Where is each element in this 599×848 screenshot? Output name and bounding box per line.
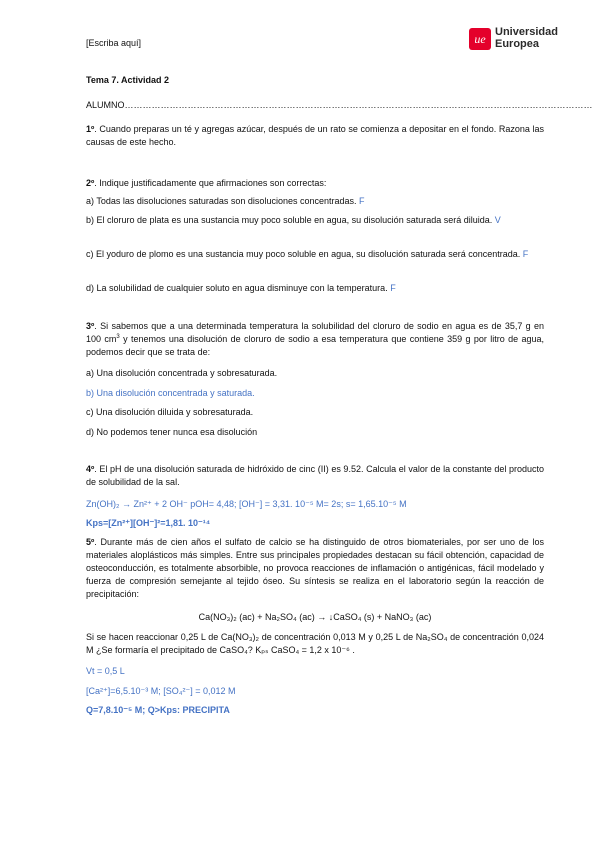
logo-line1: Universidad [495,26,558,38]
answer-mark: F [359,196,365,206]
ue-logo-icon [469,28,491,50]
q3-option-a: a) Una disolución concentrada y sobresaturada. [86,368,278,378]
question-2: 2º. Indique justificadamente que afirmaciones son correctas: [86,178,327,188]
q5-question: Si se hacen reaccionar 0,25 L de Ca(NO₃)₂ de concentración 0,013 M y 0,25 L de Na₂SO₄ de concentración 0,024 M ¿Se formaría el precipitado de CaSO₄? Kₚₛ CaSO₄ = 1,2 x 10⁻⁶ . [86,632,544,655]
answer-mark: V [494,215,501,225]
q2-item-b: b) El cloruro de plata es una sustancia muy poco soluble en agua, su disolución saturada será diluida. V [86,215,501,225]
question-5: 5º. Durante más de cien años el sulfato de calcio se ha distinguido de otros biomateriales, por ser uno de los materiales aloplásticos más simples. Entre sus principales propiedades destacan su fácil obtención, capacidad de osteoconducción, es totalmente absorbible, no provoca reacciones de inflamación o antigénicas, fácil modelado y fuerza de compresión semejante al tejido óseo. Su síntesis se realiza en el laboratorio según la reacción de precipitación: [86,537,544,599]
q3-option-c: c) Una disolución diluida y sobresaturada. [86,407,254,417]
q5-answer-1: Vt = 0,5 L [86,666,125,676]
svg-text:ue: ue [474,32,486,46]
header-placeholder: [Escriba aquí] [86,38,142,48]
q5-answer-2: [Ca²⁺]=6,5.10⁻³ M; [SO₄²⁻] = 0,012 M [86,686,236,696]
q3-option-d: d) No podemos tener nunca esa disolución [86,427,258,437]
q5-answer-3: Q=7,8.10⁻⁵ M; Q>Kps: PRECIPITA [86,705,230,715]
page-title: Tema 7. Actividad 2 [86,75,170,85]
q4-answer-line: Zn(OH)₂ → Zn²⁺ + 2 OH⁻ pOH= 4,48; [OH⁻] = 3,31. 10⁻⁵ M= 2s; s= 1,65.10⁻⁵ M [86,499,407,509]
q2-item-d: d) La solubilidad de cualquier soluto en agua disminuye con la temperatura. F [86,283,396,293]
question-1 [86,123,544,149]
logo-line2: Europea [495,38,540,50]
answer-mark: F [522,249,529,259]
question-number: 1º [86,124,95,134]
university-logo [469,26,569,52]
answer-mark: F [390,283,396,293]
question-text: . Cuando preparas un té y agregas azúcar, después de un rato se comienza a depositar en el fondo. Razona las causas de este hecho. [86,124,544,147]
q2-item-c: c) El yoduro de plomo es una sustancia muy poco soluble en agua, su disolución saturada será concentrada. F [86,249,529,259]
q4-kps-line: Kps=[Zn²⁺][OH⁻]²=1,81. 10⁻¹⁴ [86,518,211,528]
question-4: 4º. El pH de una disolución saturada de hidróxido de cinc (II) es 9.52. Calcula el valor de la constante del producto de solubilidad de la sal. [86,464,544,487]
question-3: 3º. Si sabemos que a una determinada temperatura la solubilidad del cloruro de sodio en agua es de 35,7 g en 100 $cm^3$ y tenemos una disolución de cloruro de sodio a esa temperatura que contiene 359 g por litro de agua, podemos decir que se trata de: [86,321,545,357]
student-name-line: ALUMNO………………………………………………………………………………………………………………………………………… [86,100,593,110]
q2-item-a: a) Todas las disoluciones saturadas son disoluciones concentradas. F [86,196,365,206]
q3-option-b-answer: b) Una disolución concentrada y saturada. [86,388,255,398]
q5-reaction: Ca(NO₃)₂ (ac) + Na₂SO₄ (ac) → ↓CaSO₄ (s) + NaNO₃ (ac) [198,612,432,622]
